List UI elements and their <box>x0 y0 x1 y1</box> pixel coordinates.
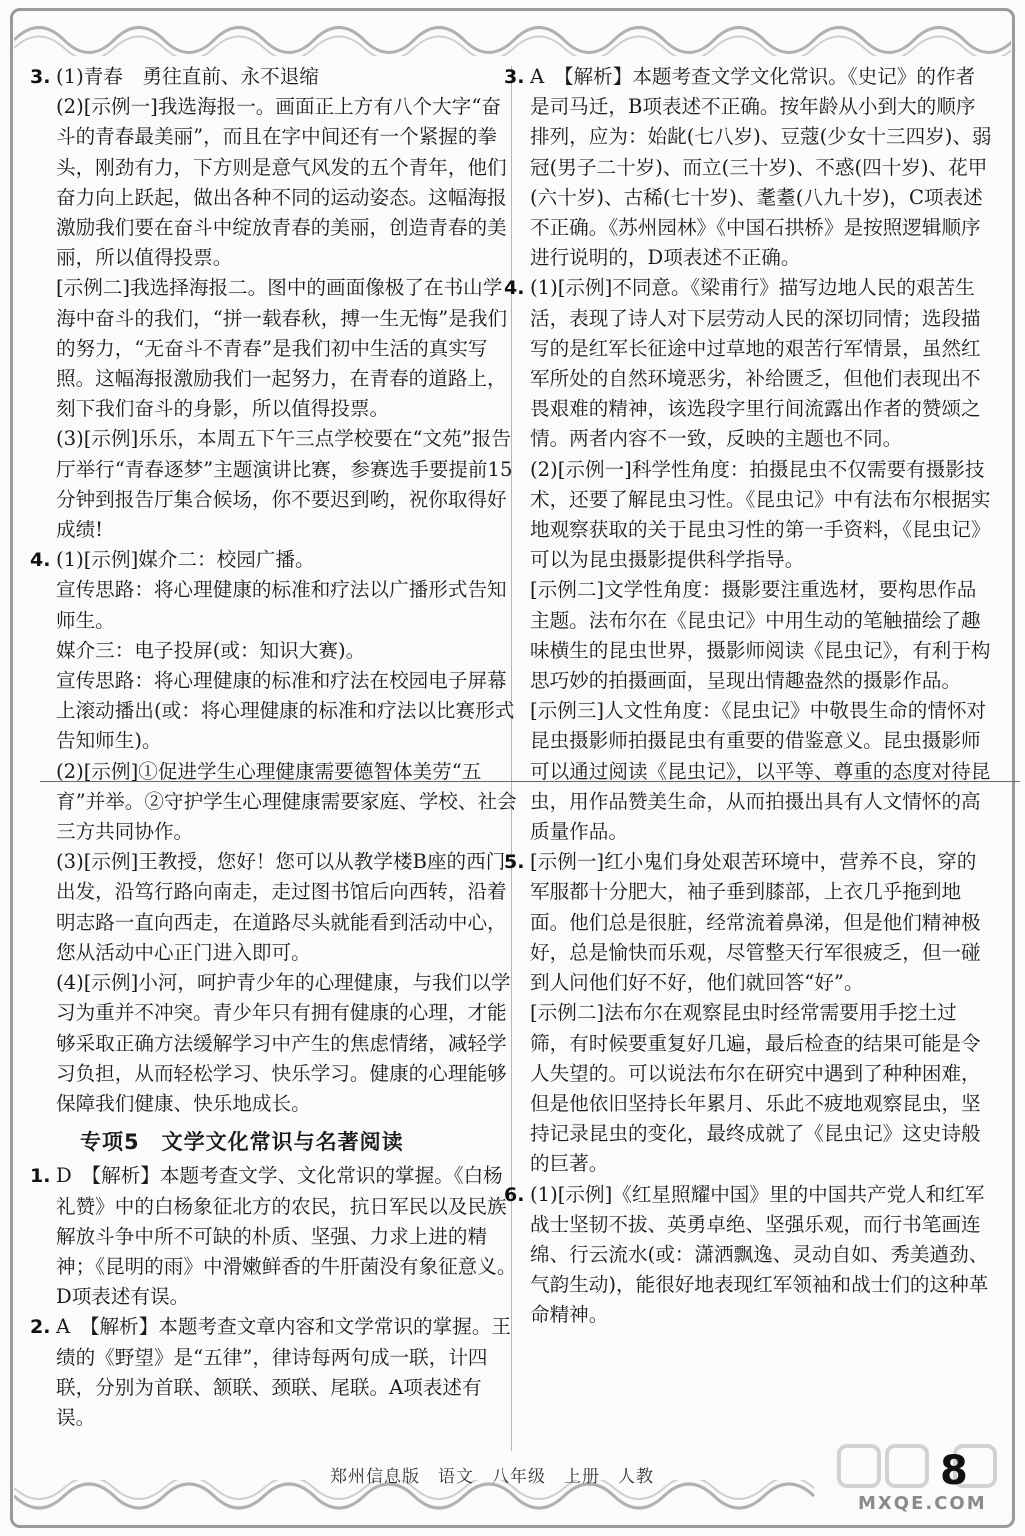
answer-paragraph: (2)[示例一]科学性角度：拍摄昆虫不仅需要有摄影技术，还要了解昆虫习性。《昆虫记》中有法布尔根据实地观察获取的关于昆虫习性的第一手资料，《昆虫记》可以为昆虫摄影提供科学指导。 <box>530 457 991 572</box>
watermark-text: MXQE.COM <box>858 1493 987 1514</box>
answer-paragraph: (1)[示例]媒介二：校园广播。 <box>56 548 315 572</box>
left-column <box>30 62 518 1433</box>
item-number: 6. <box>504 1183 525 1206</box>
item-number: 4. <box>30 549 51 572</box>
answer-paragraph: (4)[示例]小河，呵护青少年的心理健康，与我们以学习为重并不冲突。青少年只有拥有健康的心理，才能够采取正确方法缓解学习中产生的焦虑情绪，减轻学习负担，从而轻松学习、快乐学习。健康的心理能够保障我们健康、快乐地成长。 <box>56 971 511 1115</box>
answer-paragraph: 媒介三：电子投屏(或：知识大赛)。 <box>56 638 366 662</box>
answer-paragraph: (3)[示例]王教授，您好！您可以从教学楼B座的西门出发，沿笃行路向南走，走过图书馆后向西转，沿着明志路一直向西走，在道路尽头就能看到活动中心，您从活动中心正门进入即可。 <box>56 850 507 964</box>
answer-item-1 <box>30 1161 518 1312</box>
item-number: 3. <box>504 66 525 88</box>
answer-item-5 <box>504 847 992 1179</box>
answer-item-6 <box>504 1180 992 1331</box>
answer-paragraph: (1)青春 勇往直前、永不退缩 <box>56 65 319 88</box>
item-number: 3. <box>30 66 51 88</box>
answer-item-4-left <box>30 545 518 1119</box>
answer-paragraph: 宣传思路：将心理健康的标准和疗法以广播形式告知师生。 <box>56 578 507 632</box>
answer-item-3-left <box>30 62 518 545</box>
answer-paragraph: (2)[示例一]我选海报一。画面正上方有八个大字“奋斗的青春最美丽”，而且在字中间还有一个紧握的拳头，刚劲有力，下方则是意气风发的五个青年，他们奋力向上跃起，做出各种不同的运动姿态。这幅海报激励我们要在奋斗中绽放青春的美丽，创造青春的美丽，所以值得投票。 <box>56 95 507 270</box>
answer-paragraph: [示例二]法布尔在观察昆虫时经常需要用手挖土过筛，有时候要重复好几遍，最后检查的结果可能是令人失望的。可以说法布尔在研究中遇到了种种困难，但是他依旧坚持长年累月、乐此不疲地观察昆虫，坚持记录昆虫的变化，最终成就了《昆虫记》这史诗般的巨著。 <box>530 1001 981 1176</box>
answer-paragraph: (1)[示例]不同意。《梁甫行》描写边地人民的艰苦生活，表现了诗人对下层劳动人民的深切同情；选段描写的是红军长征途中过草地的艰苦行军情景，虽然红军所处的自然环境恶劣，补给匮乏，但他们表现出不畏艰难的精神，该选段字里行间流露出作者的赞颂之情。两者内容不一致，反映的主题也不同。 <box>530 276 981 451</box>
item-number: 1. <box>30 1165 51 1188</box>
answer-paragraph: D 【解析】本题考查文学、文化常识的掌握。《白杨礼赞》中的白杨象征北方的农民，抗日军民以及民族解放斗争中所不可缺的朴质、坚强、力求上进的精神；《昆明的雨》中滑嫩鲜香的牛肝菌没有象征意义。D项表述有误。 <box>56 1164 517 1309</box>
answer-paragraph: (2)[示例]①促进学生心理健康需要德智体美劳“五育”并举。②守护学生心理健康需要家庭、学校、社会三方共同协作。 <box>56 759 517 844</box>
answer-item-2 <box>30 1312 518 1433</box>
answer-paragraph: [示例三]人文性角度：《昆虫记》中敬畏生命的情怀对昆虫摄影师拍摄昆虫有重要的借鉴意义。昆虫摄影师可以通过阅读《昆虫记》，以平等、尊重的态度对待昆虫，用作品赞美生命，从而拍摄出具有人文情怀的高质量作品。 <box>530 699 991 844</box>
answer-paragraph: [示例二]文学性角度：摄影要注重选材，要构思作品主题。法布尔在《昆虫记》中用生动的笔触描绘了趣味横生的昆虫世界，摄影师阅读《昆虫记》，有利于构思巧妙的拍摄画面，呈现出情趣盎然的摄影作品。 <box>530 578 991 693</box>
answer-paragraph: (1)[示例]《红星照耀中国》里的中国共产党人和红军战士坚韧不拔、英勇卓绝、坚强乐观，而行书笔画连绵、行云流水(或：潇洒飘逸、灵动自如、秀美遒劲、气韵生动)，能很好地表现红军领袖和战士们的这种革命精神。 <box>530 1182 989 1327</box>
item-number: 2. <box>30 1316 51 1339</box>
answer-paragraph: 宣传思路：将心理健康的标准和疗法在校园电子屏幕上滚动播出(或：将心理健康的标准和疗法以比赛形式告知师生)。 <box>56 669 515 753</box>
footer-edition-text: 郑州信息版 语文 八年级 上册 人教 <box>330 1467 654 1487</box>
answer-item-4-right <box>504 273 992 847</box>
answer-item-3-right <box>504 62 992 273</box>
item-number: 4. <box>504 277 525 300</box>
item-number: 5. <box>504 851 525 874</box>
right-column <box>504 62 992 1331</box>
answer-paragraph: [示例二]我选择海报二。图中的画面像极了在书山学海中奋斗的我们，“拼一载春秋，搏一生无悔”是我们的努力，“无奋斗不青春”是我们初中生活的真实写照。这幅海报激励我们一起努力，在青春的道路上，刻下我们奋斗的身影，所以值得投票。 <box>56 276 508 421</box>
section-title: 专项5 文学文化常识与名著阅读 <box>80 1130 404 1155</box>
page-number: 8 <box>940 1448 968 1494</box>
answer-paragraph: A 【解析】本题考查文章内容和文学常识的掌握。王绩的《野望》是“五律”，律诗每两句成一联，计四联，分别为首联、颔联、颈联、尾联。A项表述有误。 <box>56 1315 512 1429</box>
answer-paragraph: A 【解析】本题考查文学文化常识。《史记》的作者是司马迁，B项表述不正确。按年龄从小到大的顺序排列，应为：始龀(七八岁)、豆蔻(少女十三四岁)、弱冠(男子二十岁)、而立(三十岁)、不惑(四十岁)、花甲(六十岁)、古稀(七十岁)、耄耋(八九十岁)，C项表述不正确。《苏州园林》《中国石拱桥》是按照逻辑顺序进行说明的，D项表述不正确。 <box>530 65 992 270</box>
top-wave-decoration <box>14 10 1011 56</box>
answer-paragraph: [示例一]红小鬼们身处艰苦环境中，营养不良，穿的军服都十分肥大，袖子垂到膝部，上衣几乎拖到地面。他们总是很脏，经常流着鼻涕，但是他们精神极好，总是愉快而乐观，尽管整天行军很疲乏，但一碰到人问他们好不好，他们就回答“好”。 <box>530 850 981 995</box>
answer-paragraph: (3)[示例]乐乐，本周五下午三点学校要在“文苑”报告厅举行“青春逐梦”主题演讲比赛，参赛选手要提前15分钟到报告厅集合候场，你不要迟到哟，祝你取得好成绩! <box>56 427 513 542</box>
